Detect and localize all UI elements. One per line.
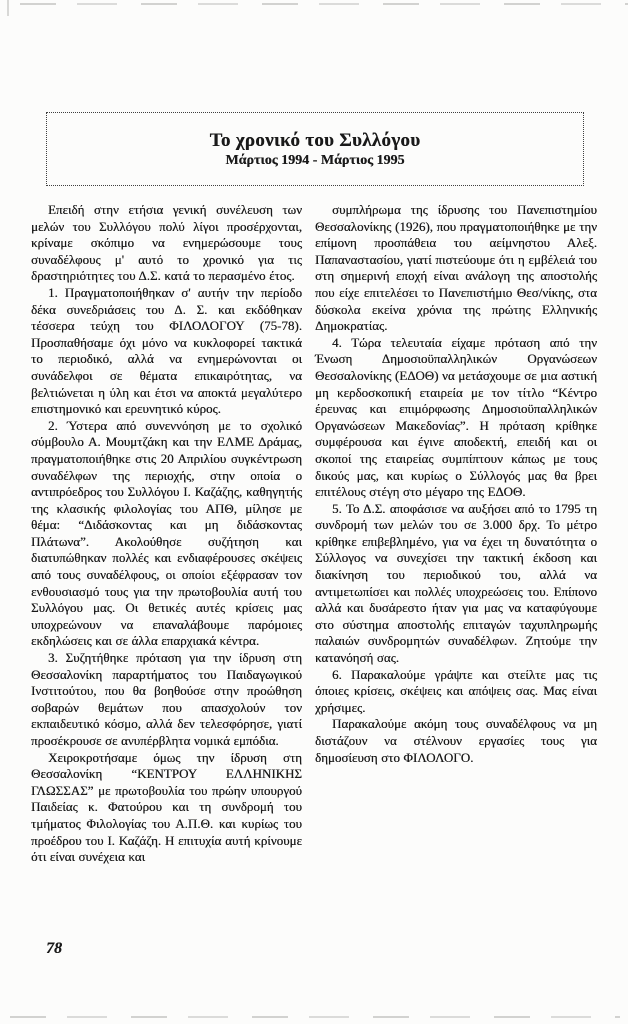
article-subtitle: Μάρτιος 1994 - Μάρτιος 1995 [225, 152, 405, 168]
article-body [31, 202, 597, 866]
paragraph-intro: Επειδή στην ετήσια γενική συνέλευση των μελών του Συλλόγου πολύ λίγοι προσέρχονται, κρίναμε σκόπιμο να ενημερώσουμε τους συναδέλφους μ' αυτό το χρονικό για τις δραστηριότητες του Δ.Σ. κατά το περασμένο έτος. [31, 202, 302, 284]
page-number: 78 [46, 940, 62, 957]
right-column [315, 202, 597, 866]
paragraph-item-2: 2. Ύστερα από συνεννόηση με το σχολικό σύμβουλο Α. Μουμτζάκη και την ΕΛΜΕ Δράμας, πραγματοποιήθηκε στις 20 Απριλίου συγκέντρωση συναδέλφων της περιοχής, στην οποία ο αντιπρόεδρος του Συλλόγου Ι. Καζάζης, καθηγητής της κλασικής φιλολογίας του ΑΠΘ, μίλησε με θέμα: “Διδάσκοντας και μη διδάσκοντας Πλάτωνα”. Ακολούθησε συζήτηση και διατυπώθηκαν πολλές και ενδιαφέρουσες σκέψεις από τους συναδέλφους, οι οποίοι εξέφρασαν τον ενθουσιασμό τους για την πρωτοβουλία αυτή του Συλλόγου μας. Οι θετικές αυτές κρίσεις μας υποχρεώνουν να επαναλάβουμε παρόμοιες εκδηλώσεις και σε άλλα επαρχιακά κέντρα. [31, 417, 302, 649]
top-scan-artifact-line [20, 3, 628, 5]
paragraph-closing: Παρακαλούμε ακόμη τους συναδέλφους να μη διστάζουν να στέλνουν εργασίες τους για δημοσίευση στο ΦΙΛΟΛΟΓΟ. [315, 716, 597, 765]
paragraph-item-3: 3. Συζητήθηκε πρόταση για την ίδρυση στη Θεσσαλονίκη παραρτήματος του Παιδαγωγικού Ινστιτούτου, που θα βοηθούσε στην προώθηση σοβαρών θεμάτων που απασχολούν τον εκπαιδευτικό κόσμο, αλλά δεν τελεσφόρησε, γιατί προσέκρουσε σε ανυπέρβλητα νομικά εμπόδια. [31, 650, 302, 748]
article-title: Το χρονικό του Συλλόγου [209, 129, 421, 151]
left-column [31, 202, 302, 866]
paragraph-item-5: 5. Το Δ.Σ. αποφάσισε να αυξήσει από το 1795 τη συνδρομή των μελών του σε 3.000 δρχ. Το μέτρο κρίθηκε επιβεβλημένο, για να έχει τη δυνατότητα ο Σύλλογος να συνεχίσει την τακτική έκδοση και διακίνηση του περιοδικού του, αλλά να αντιμετωπίσει και πολλές υποχρεώσεις του. Επίπονο αλλά και δυσάρεστο ήταν για μας να καταφύγουμε στο σύστημα αποστολής επιταγών ταχυπληρωμής παλαιών συνδρομητών συναδέλφων. Ζητούμε την κατανόησή σας. [315, 500, 597, 666]
article-title-box [46, 112, 584, 186]
left-scan-artifact-mark [7, 0, 9, 16]
paragraph-item-1: 1. Πραγματοποιήθηκαν σ' αυτήν την περίοδο δέκα συνεδριάσεις του Δ. Σ. και εκδόθηκαν τέσσερα τεύχη του ΦΙΛΟΛΟΓΟΥ (75-78). Προσπαθήσαμε όχι μόνο να κυκλοφορεί τακτικά το περιοδικό, αλλά να ενημερώνονται οι συνάδελφοι σε θέματα επικαιρότητας, να βελτιώνεται η ύλη και έτσι να αποκτά μεγαλύτερο επιστημονικό και ερευνητικό κύρος. [31, 284, 302, 417]
paragraph-item-6: 6. Παρακαλούμε γράψτε και στείλτε μας τις όποιες κρίσεις, σκέψεις και απόψεις σας. Μας είναι χρήσιμες. [315, 666, 597, 715]
bottom-scan-artifact-line [10, 1016, 620, 1018]
paragraph-item-3-continued: Χειροκροτήσαμε όμως την ίδρυση στη Θεσσαλονίκη “ΚΕΝΤΡΟΥ ΕΛΛΗΝΙΚΗΣ ΓΛΩΣΣΑΣ” με πρωτοβουλία του πρώην υπουργού Παιδείας κ. Φατούρου και τη συνδρομή του τμήματος Φιλολογίας του Α.Π.Θ. και κυρίως του προέδρου του Ι. Καζάζη. Η επιτυχία αυτή κρίνουμε ότι είναι συνέχεια και [31, 749, 302, 865]
paragraph-item-4: 4. Τώρα τελευταία είχαμε πρόταση από την Ένωση Δημοσιοϋπαλληλικών Οργανώσεων Θεσσαλονίκης (ΕΔΟΘ) να μετάσχουμε σε μια αστική μη κερδοσκοπική εταιρεία με τον τίτλο “Κέντρο έρευνας και επιμόρφωσης Δημοσιοϋπαλληλικών Οργανώσεων Μακεδονίας”. Η πρόταση κρίθηκε συμφέρουσα και έγινε αποδεκτή, επειδή και οι σκοποί της εταιρείας συμπίπτουν κάπως με τους δικούς μας, και κυρίως ο Σύλλογός μας θα βρει επιτέλους στέγη στο μέγαρο της ΕΔΟΘ. [315, 334, 597, 500]
paragraph-continuation: συμπλήρωμα της ίδρυσης του Πανεπιστημίου Θεσσαλονίκης (1926), που πραγματοποιήθηκε με την επίμονη προσπάθεια του αείμνηστου Αλεξ. Παπαναστασίου, γιατί πιστεύουμε ότι η εμβέλειά του στη σημερινή εποχή είναι ανάλογη της αποστολής που είχε επιτελέσει το Πανεπιστήμιο Θεσ/νίκης, στα δύσκολα εκείνα χρόνια της πρώτης Ελληνικής Δημοκρατίας. [315, 202, 597, 334]
